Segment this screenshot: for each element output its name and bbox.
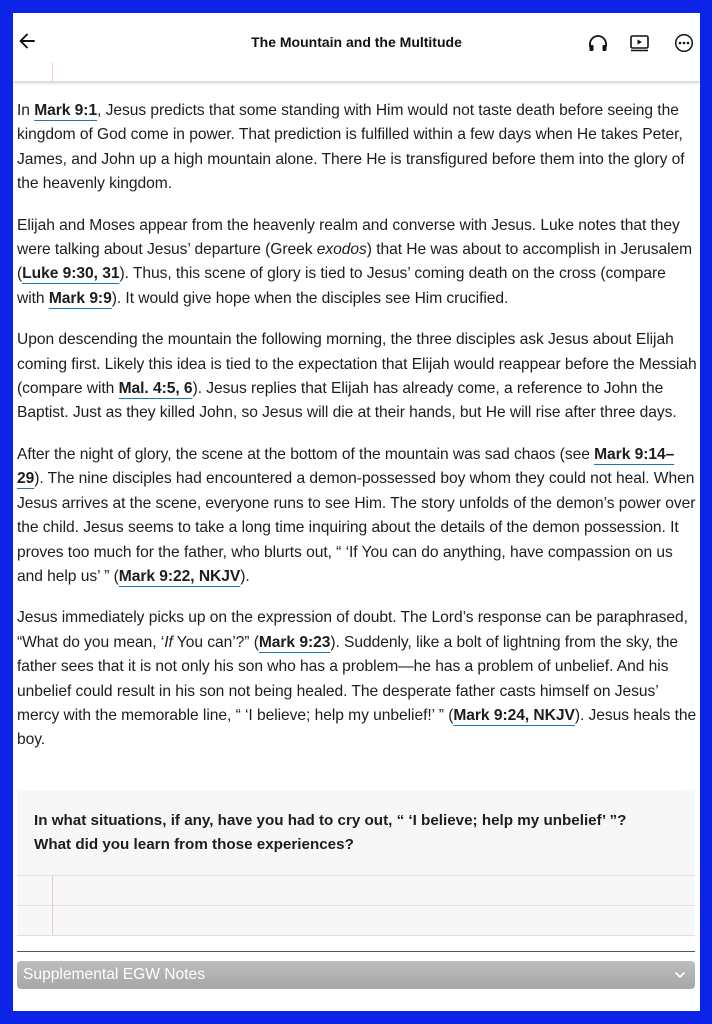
- body-paragraph: [17, 214, 697, 312]
- paragraph-text: ).: [240, 567, 250, 585]
- video-button[interactable]: [629, 33, 651, 53]
- page-title: The Mountain and the Multitude: [251, 34, 462, 50]
- paragraph-text: After the night of glory, the scene at the bottom of the mountain was sad chaos (see: [17, 445, 595, 463]
- supplemental-label: Supplemental EGW Notes: [23, 966, 206, 983]
- question-card: [17, 790, 695, 936]
- paragraph-text: Jesus immediately picks up on the expression of doubt. The Lord’s response can be paraphrased, “What do you mean, ‘: [17, 609, 688, 651]
- body-paragraph: [17, 99, 697, 197]
- body-paragraph: [17, 606, 697, 752]
- headphones-icon: [587, 33, 609, 53]
- paragraph-text: ). Thus, this scene of glory is tied to Jesus’ coming death on the cross (compare with: [17, 265, 666, 307]
- paragraph-text: ). It would give hope when the disciples see Him crucified.: [111, 289, 509, 307]
- paragraph-text: ). Suddenly, like a bolt of lightning from the sky, the father sees that it is not only his son who has a problem—he has a problem of unbelief. And his unbelief could result in his son not being healed. The desperate father casts himself on Jesus’ mercy with the memorable line, “ ‘I believe; help my unbelief!’ ” (: [17, 633, 679, 724]
- scripture-reference-link[interactable]: Mark 9:22, NKJV: [118, 567, 241, 585]
- discussion-question: In what situations, if any, have you had to cry out, “ ‘I believe; help my unbelief’ ”? What did you learn from those experiences?: [34, 812, 627, 853]
- body-paragraph: [17, 443, 697, 589]
- emphasis-text: If: [164, 633, 173, 651]
- scripture-reference-link[interactable]: Mark 9:1: [34, 102, 98, 119]
- paragraph-text: ). Jesus replies that Elijah has already come, a reference to John the Baptist. Just as they killed John, so Jesus will die at their hands, but He will rise after three days.: [17, 380, 677, 422]
- lesson-body: [17, 99, 697, 770]
- answer-area-top-line: [17, 875, 695, 876]
- audio-button[interactable]: [587, 33, 609, 53]
- scripture-reference-link[interactable]: Mark 9:9: [48, 289, 112, 307]
- paragraph-text: You can’?” (: [172, 633, 259, 651]
- top-bar: [13, 13, 700, 81]
- answer-line[interactable]: [17, 905, 695, 906]
- body-paragraph: [17, 328, 697, 426]
- paragraph-text: In: [17, 102, 35, 119]
- divider: [17, 951, 695, 952]
- paragraph-text: Upon descending the mountain the following morning, the three disciples ask Jesus about Elijah coming first. Likely this idea is tied to the expectation that Elijah would reappear before the Messiah (compare with: [17, 331, 697, 398]
- answer-margin-line: [52, 875, 53, 935]
- scripture-reference-link[interactable]: Mal. 4:5, 6: [118, 380, 193, 398]
- paragraph-text: ). The nine disciples had encountered a demon-possessed boy whom they could not heal. When Jesus arrives at the scene, everyone runs to see Him. The story unfolds of the demon’s power over the child. Jesus seems to take a long time inquiring about the details of the demon possession. It proves too much for the father, who blurts out, “ ‘If You can do anything, have compassion on us and help us’ ” (: [17, 470, 696, 585]
- paragraph-text: ). Jesus heals the boy.: [17, 706, 697, 749]
- more-options-button[interactable]: [673, 33, 695, 53]
- scripture-reference-link[interactable]: Mark 9:14–29: [17, 445, 675, 488]
- more-options-icon: [673, 33, 695, 53]
- notebook-margin-line: [52, 63, 53, 81]
- app-window: [13, 13, 700, 1011]
- answer-area-bottom-line: [17, 935, 695, 936]
- paragraph-text: Elijah and Moses appear from the heavenly realm and converse with Jesus. Luke notes that they were talking about Jesus’ departure (Greek: [17, 216, 680, 259]
- play-video-icon: [629, 33, 651, 53]
- scripture-reference-link[interactable]: Mark 9:23: [258, 633, 331, 651]
- scripture-reference-link[interactable]: Luke 9:30, 31: [22, 265, 120, 283]
- paragraph-text: ) that He was about to accomplish in Jerusalem (: [17, 241, 693, 283]
- chevron-down-icon: [673, 968, 687, 982]
- paragraph-text: , Jesus predicts that some standing with Him would not taste death before seeing the kingdom of God come in power. That prediction is fulfilled within a few days when He takes Peter, James, and John up a high mountain alone. There He is transfigured before them into the glory of the heavenly kingdom.: [17, 102, 685, 193]
- emphasis-text: exodos: [316, 241, 367, 259]
- supplemental-egw-notes-toggle[interactable]: [17, 961, 695, 989]
- scripture-reference-link[interactable]: Mark 9:24, NKJV: [453, 706, 575, 724]
